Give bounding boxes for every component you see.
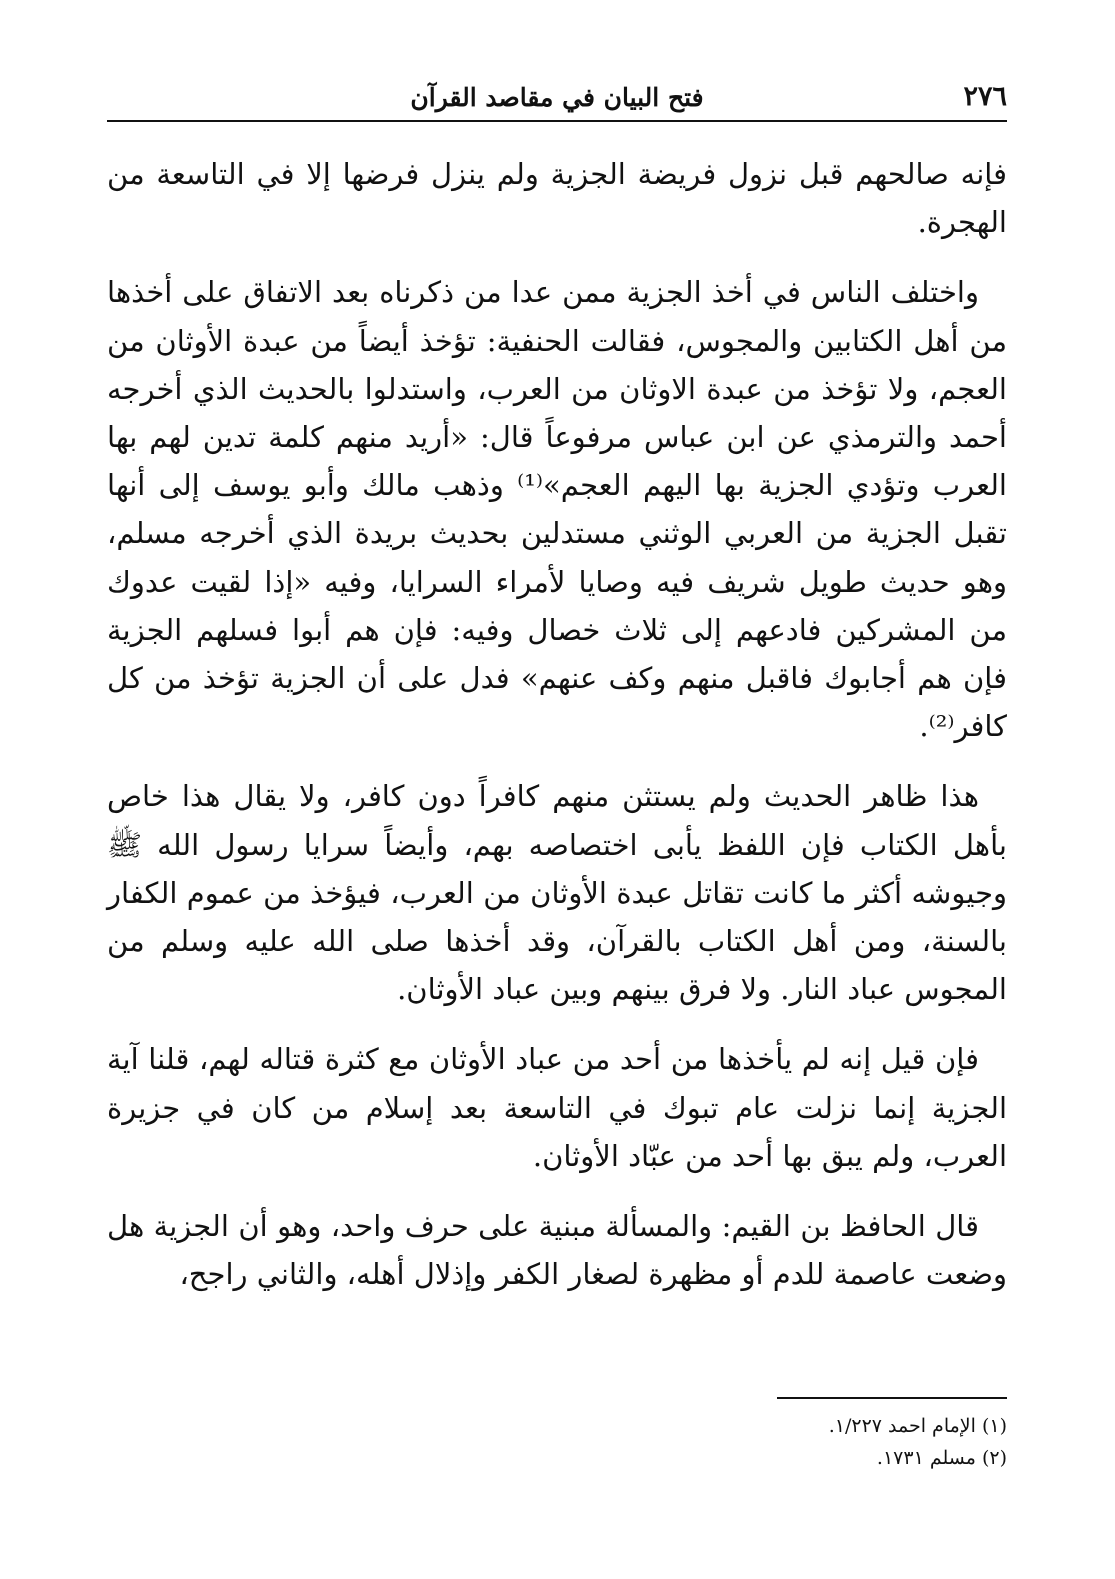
footnotes xyxy=(107,1410,1007,1474)
running-title: فتح البيان في مقاصد القرآن xyxy=(410,83,704,112)
footnote-divider xyxy=(777,1397,1007,1399)
page-number: ٢٧٦ xyxy=(963,81,1007,112)
page-header xyxy=(107,70,1007,122)
footnote-1: (١) الإمام احمد ١/٢٢٧. xyxy=(828,1415,1007,1437)
paragraph-1: فإنه صالحهم قبل نزول فريضة الجزية ولم ينزل فرضها إلا في التاسعة من الهجرة. xyxy=(107,157,1007,240)
paragraph-3: هذا ظاهر الحديث ولم يستثن منهم كافراً دون كافر، ولا يقال هذا خاص بأهل الكتاب فإن اللفظ يأبى اختصاصه بهم، وأيضاً سرايا رسول الله ﷺ وجيوشه أكثر ما كانت تقاتل عبدة الأوثان من العرب، فيؤخذ من عموم الكفار بالسنة، ومن أهل الكتاب بالقرآن، وقد أخذها صلى الله عليه وسلم من المجوس عباد النار. ولا فرق بينهم وبين عباد الأوثان. xyxy=(107,779,1007,1007)
main-text xyxy=(107,150,1007,1298)
paragraph-2: واختلف الناس في أخذ الجزية ممن عدا من ذكرناه بعد الاتفاق على أخذها من أهل الكتابين والمجوس، فقالت الحنفية: تؤخذ أيضاً من عبدة الأوثان من العجم، ولا تؤخذ من عبدة الاوثان من العرب، واستدلوا بالحديث الذي أخرجه أحمد والترمذي عن ابن عباس مرفوعاً قال: «أريد منهم كلمة تدين لهم بها العرب وتؤدي الجزية بها اليهم العجم»⁽¹⁾ وذهب مالك وأبو يوسف إلى أنها تقبل الجزية من العربي الوثني مستدلين بحديث بريدة الذي أخرجه مسلم، وهو حديث طويل شريف فيه وصايا لأمراء السرايا، وفيه «إذا لقيت عدوك من المشركين فادعهم إلى ثلاث خصال وفيه: فإن هم أبوا فسلهم الجزية فإن هم أجابوك فاقبل منهم وكف عنهم» فدل على أن الجزية تؤخذ من كل كافر⁽²⁾. xyxy=(107,275,1007,744)
paragraph-4: فإن قيل إنه لم يأخذها من أحد من عباد الأوثان مع كثرة قتاله لهم، قلنا آية الجزية إنما نزلت عام تبوك في التاسعة بعد إسلام من كان في جزيرة العرب، ولم يبق بها أحد من عبّاد الأوثان. xyxy=(107,1042,1007,1173)
footnote-2: (٢) مسلم ١٧٣١. xyxy=(876,1447,1007,1469)
paragraph-5: قال الحافظ بن القيم: والمسألة مبنية على حرف واحد، وهو أن الجزية هل وضعت عاصمة للدم أو مظهرة لصغار الكفر وإذلال أهله، والثاني راجح، xyxy=(107,1209,1007,1292)
